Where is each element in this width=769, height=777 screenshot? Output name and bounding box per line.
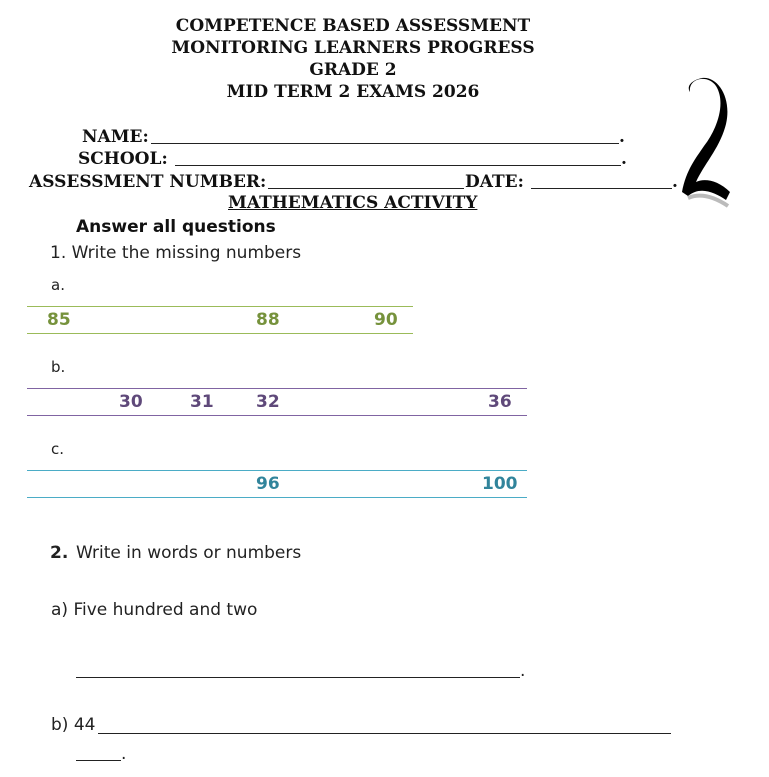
question-2a-end-dot: . — [520, 661, 526, 681]
number-line-b-value: 30 — [119, 392, 143, 412]
school-label: SCHOOL: — [78, 149, 168, 169]
number-line-b-value: 36 — [488, 392, 512, 412]
number-line-c-value: 100 — [482, 474, 518, 494]
subject-title: MATHEMATICS ACTIVITY — [228, 193, 478, 213]
header-title: COMPETENCE BASED ASSESSMENT — [175, 16, 531, 36]
grade-2-decorative-numeral-icon — [674, 74, 734, 214]
name-input-line[interactable] — [151, 143, 619, 144]
number-line-a-value: 85 — [47, 310, 71, 330]
question-1b-label: b. — [51, 358, 66, 376]
name-label: NAME: — [82, 127, 149, 147]
number-line-a — [27, 306, 413, 334]
date-label: DATE: — [465, 172, 524, 192]
number-line-c — [27, 470, 527, 498]
name-end-dot: . — [619, 127, 625, 147]
date-end-dot: . — [672, 172, 678, 192]
number-line-b — [27, 388, 527, 416]
question-1a-label: a. — [51, 276, 65, 294]
question-2b-end-dot: . — [121, 744, 127, 764]
question-2-prompt: Write in words or numbers — [76, 543, 302, 563]
question-2-number: 2. — [50, 543, 69, 563]
assessment-number-input-line[interactable] — [268, 188, 464, 189]
header-grade: GRADE 2 — [309, 60, 397, 80]
number-line-b-value: 32 — [256, 392, 280, 412]
number-line-c-value: 96 — [256, 474, 280, 494]
question-1c-label: c. — [51, 440, 65, 458]
question-1-prompt: 1. Write the missing numbers — [50, 243, 302, 263]
number-line-a-value: 88 — [256, 310, 280, 330]
question-2b-answer-line-continued[interactable] — [76, 760, 121, 761]
header-exam: MID TERM 2 EXAMS 2026 — [226, 82, 480, 102]
date-input-line[interactable] — [531, 188, 672, 189]
assessment-number-label: ASSESSMENT NUMBER: — [29, 172, 267, 192]
school-end-dot: . — [621, 149, 627, 169]
number-line-a-value: 90 — [374, 310, 398, 330]
header-subtitle: MONITORING LEARNERS PROGRESS — [171, 38, 535, 58]
number-line-b-value: 31 — [190, 392, 214, 412]
instruction-text: Answer all questions — [76, 217, 276, 237]
school-input-line[interactable] — [175, 165, 621, 166]
question-2a-answer-line[interactable] — [76, 677, 520, 678]
question-2b-text: b) 44 — [51, 715, 96, 735]
question-2a-text: a) Five hundred and two — [51, 600, 258, 620]
question-2b-answer-line[interactable] — [98, 733, 671, 734]
